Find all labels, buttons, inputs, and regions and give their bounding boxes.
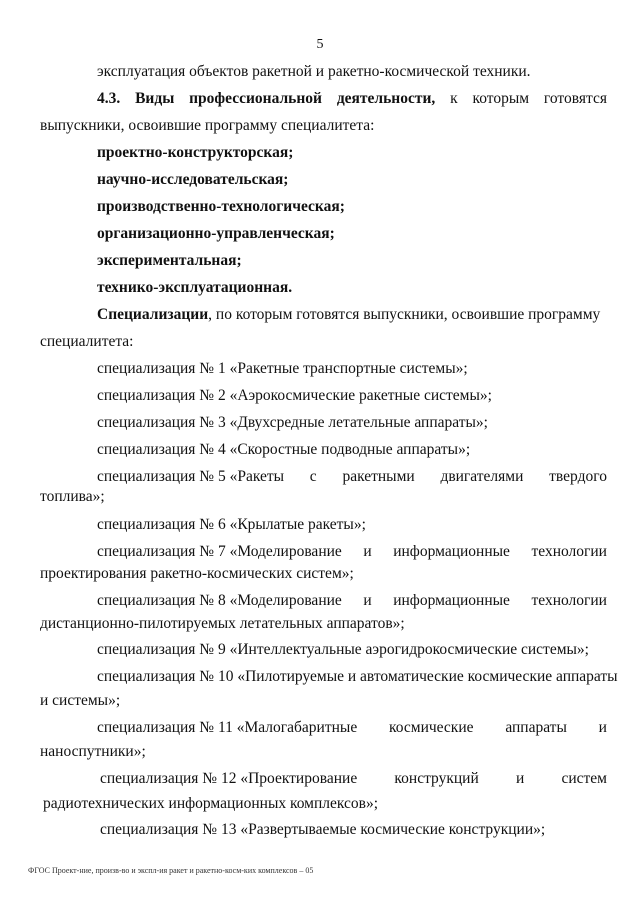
specialization-item [97,468,607,486]
specialization-word: специализация № 11 «Малогабаритные [97,719,358,736]
specialization-word: специализация № 5 «Ракеты [97,468,285,485]
section-heading-word: Виды [135,90,175,107]
specialization-item: специализация № 4 «Скоростные подводные аппараты»; [97,441,471,458]
section-lead-word: к [450,90,458,107]
specialization-item: специализация № 9 «Интеллектуальные аэрогидрокосмические системы»; [97,641,589,658]
specialization-continuation: и системы»; [40,692,121,709]
specialization-word: твердого [549,468,607,485]
page-number: 5 [316,37,324,52]
specialization-word: космические [389,719,474,736]
specialization-word: специализация № 8 «Моделирование [97,592,342,609]
specialization-item [97,543,607,561]
specialization-continuation: наноспутники»; [40,743,146,760]
intro-line: эксплуатация объектов ракетной и ракетно-космической техники. [97,63,531,80]
specializations-intro-rest: , по которым готовятся выпускники, освоившие программу [208,306,601,323]
specialization-item [97,668,618,686]
activity-type-item: организационно-управленческая; [97,225,335,242]
specialization-item: специализация № 6 «Крылатые ракеты»; [97,516,366,533]
specialization-word: и [515,770,525,787]
footer-text: ФГОС Проект-ние, произв-во и экспл-ия ракет и ракетно-косм-ких комплексов – 05 [28,866,314,875]
specialization-continuation: топлива»; [40,488,105,505]
specialization-item: специализация № 13 «Развертываемые космические конструкции»; [100,821,546,838]
activity-type-item: экспериментальная; [97,252,242,269]
specializations-intro [97,306,607,324]
specialization-item [100,770,607,788]
specialization-word: систем [561,770,607,787]
section-heading-word: профессиональной [189,90,322,107]
specialization-word: специализация № 12 «Проектирование [100,770,358,787]
specialization-word: информационные [393,592,510,609]
section-lead-word: готовятся [543,90,607,107]
specialization-item [97,719,607,737]
specialization-item: специализация № 1 «Ракетные транспортные системы»; [97,360,468,377]
specialization-word: и [598,719,607,736]
specialization-continuation: радиотехнических информационных комплексов»; [43,795,379,812]
specialization-word: конструкций [394,770,479,787]
activity-type-item: технико-эксплуатационная. [97,279,293,296]
section-lead-word: которым [472,90,530,107]
specialization-word: технологии [531,543,607,560]
section-heading-line [97,90,607,108]
specialization-word: и [363,592,372,609]
specializations-intro-continuation: специалитета: [40,333,134,350]
section-number: 4.3. [97,90,121,107]
activity-type-item: производственно-технологическая; [97,198,345,215]
specialization-word: с [309,468,317,485]
section-heading-word: деятельности, [336,90,436,107]
specialization-word: ракетными [342,468,415,485]
specialization-item: специализация № 3 «Двухсредные летательные аппараты»; [97,414,488,431]
specialization-word: специализация № 10 «Пилотируемые и автоматические космические аппараты [97,668,618,685]
specialization-word: двигателями [440,468,524,485]
specialization-word: и [363,543,372,560]
specialization-continuation: дистанционно-пилотируемых летательных аппаратов»; [40,615,405,632]
specialization-word: информационные [393,543,510,560]
specializations-term: Специализации [97,306,209,323]
activity-type-item: проектно-конструкторская; [97,144,294,161]
specialization-continuation: проектирования ракетно-космических систем»; [40,565,354,582]
specialization-item [97,592,607,610]
specialization-word: специализация № 7 «Моделирование [97,543,342,560]
specialization-item: специализация № 2 «Аэрокосмические ракетные системы»; [97,387,492,404]
specialization-word: технологии [531,592,607,609]
specialization-word: аппараты [505,719,567,736]
section-continuation: выпускники, освоившие программу специалитета: [40,117,375,134]
activity-type-item: научно-исследовательская; [97,171,289,188]
